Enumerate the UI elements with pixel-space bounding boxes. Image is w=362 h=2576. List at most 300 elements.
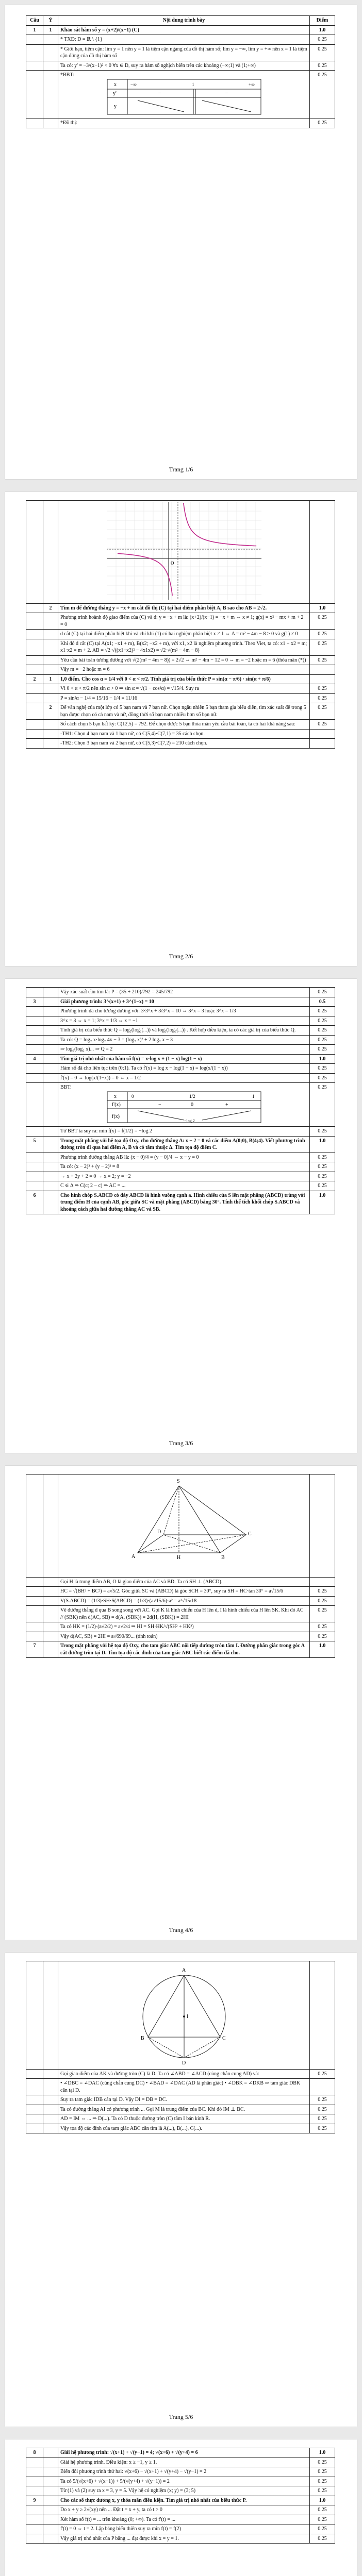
score-cell (310, 674, 335, 684)
score-cell: 0.25 (310, 2534, 335, 2544)
y-cell (43, 35, 58, 45)
score-cell: 0.25 (310, 1026, 335, 1036)
table-row (26, 2505, 335, 2515)
content-cell (58, 1961, 310, 2070)
y-cell (43, 61, 58, 71)
score-cell: 1.0 (310, 1641, 335, 1658)
content-text: Vậy tọa độ các đỉnh của tam giác ABC cần tìm là A(...), B(...), C(...). (60, 2125, 202, 2131)
svg-text:y': y' (112, 90, 117, 96)
score-cell: 0.5 (310, 997, 335, 1007)
content-text: HC = √(BH² + BC²) = a√5/2. Góc giữa SC và (ABCD) là góc SCH = 30°, suy ra SH = HC·tan 30° = a√15/6 (60, 1588, 283, 1594)
content-cell (58, 1045, 310, 1055)
y-cell (43, 1136, 58, 1153)
content-cell (58, 1475, 310, 1578)
score-cell: 0.25 (310, 2114, 335, 2124)
pyramid-figure (107, 1476, 261, 1573)
answer-table (26, 987, 335, 1214)
table-row (26, 118, 335, 128)
cau-cell (26, 639, 43, 655)
page-4 (5, 1466, 357, 1940)
answer-table (26, 2448, 335, 2544)
table-row (26, 1035, 335, 1045)
score-cell: 0.25 (310, 613, 335, 630)
svg-text:B: B (221, 1555, 225, 1561)
cau-cell (26, 1083, 43, 1127)
y-cell (43, 2458, 58, 2467)
content-cell (58, 2524, 310, 2534)
content-text: * Giới hạn, tiệm cận: lim y = 1 nên y = 1 là tiệm cận ngang của đồ thị hàm số; lim y = −∞, lim y = +∞ nên x = 1 là tiệm cận đứng của đồ thị hàm số (60, 46, 307, 59)
content-cell (58, 2458, 310, 2467)
content-text: Vì 0 < α < π/2 nên sin α > 0 ⇒ sin α = √(1 − cos²α) = √15/4. Suy ra (60, 686, 199, 691)
content-cell (58, 1016, 310, 1026)
cau-cell (26, 655, 43, 665)
score-cell: 0.25 (310, 1035, 335, 1045)
score-cell (310, 501, 335, 604)
svg-text:I: I (186, 2014, 188, 2020)
content-text: Ta có: (x − 2)² + (y − 2)² = 8 (60, 1164, 119, 1170)
score-cell: 0.25 (310, 1181, 335, 1191)
table-row (26, 1596, 335, 1606)
content-text: BBT: (60, 1084, 72, 1090)
cau-cell (26, 35, 43, 45)
content-text: Hàm số đã cho liên tục trên (0;1). Ta có f'(x) = log x − log(1 − x) = log(x/(1 − x)) (60, 1065, 228, 1071)
y-cell (43, 1083, 58, 1127)
score-cell: 0.25 (310, 1172, 335, 1181)
content-text: Trong mặt phẳng với hệ tọa độ Oxy, cho tam giác ABC nội tiếp đường tròn tâm I. Đường phân giác trong góc A cắt đường tròn tại D. Tìm tọa độ các đỉnh của tam giác ABC biết các điểm đã cho. (60, 1643, 305, 1656)
header-cell: Câu (26, 16, 43, 26)
svg-text:y: y (113, 103, 117, 109)
cau-cell (26, 2486, 43, 2496)
cau-cell (26, 2458, 43, 2467)
table-row (26, 71, 335, 118)
score-cell: 0.25 (310, 1606, 335, 1622)
y-cell (43, 997, 58, 1007)
svg-text:−log 2: −log 2 (184, 1118, 195, 1123)
content-cell (58, 2124, 310, 2133)
content-text: Tìm m để đường thẳng y = −x + m cắt đồ thị (C) tại hai điểm phân biệt A, B sao cho AB = 2√2. (60, 605, 267, 611)
content-cell (58, 613, 310, 630)
cau-cell (26, 988, 43, 997)
score-cell: 0.25 (310, 35, 335, 45)
y-cell (43, 665, 58, 675)
content-cell (58, 639, 310, 655)
figure-holder (60, 1091, 307, 1126)
content-cell (58, 61, 310, 71)
y-cell (43, 988, 58, 997)
page-3 (5, 979, 357, 1453)
cau-cell (26, 1016, 43, 1026)
content-text: Giải phương trình: 3^(x+1) + 3^(1−x) = 10 (60, 998, 154, 1005)
table-row (26, 1587, 335, 1597)
score-cell: 0.25 (310, 1045, 335, 1055)
y-cell (43, 1054, 58, 1064)
table-row (26, 2095, 335, 2105)
page-footer: Trang 5/6 (169, 2413, 193, 2420)
score-cell: 0.25 (310, 2124, 335, 2133)
content-cell (58, 44, 310, 61)
y-cell (43, 1016, 58, 1026)
score-cell: 0.25 (310, 988, 335, 997)
score-cell: 0.25 (310, 2515, 335, 2524)
content-text: P = sin²α − 1/4 = 15/16 − 1/4 = 11/16 (60, 695, 138, 701)
content-cell (58, 665, 310, 675)
content-cell (58, 2477, 310, 2486)
content-cell (58, 118, 310, 128)
y-cell (43, 739, 58, 749)
cau-cell: 3 (26, 997, 43, 1007)
svg-text:H: H (176, 1555, 180, 1561)
content-cell (58, 2069, 310, 2079)
content-text: AD = IM ⇔ ... ⇒ D(...). Ta có D thuộc đường tròn (C) tâm I bán kính R. (60, 2116, 210, 2122)
table-row (26, 2079, 335, 2095)
score-cell: 0.25 (310, 44, 335, 61)
answer-table (26, 15, 335, 128)
y-cell (43, 1172, 58, 1181)
cau-cell (26, 1162, 43, 1172)
content-cell (58, 655, 310, 665)
table-row (26, 25, 335, 35)
figure-holder (60, 502, 307, 602)
table-row (26, 2114, 335, 2124)
cau-cell: 4 (26, 1054, 43, 1064)
cau-cell (26, 613, 43, 630)
cau-cell: 5 (26, 1136, 43, 1153)
content-cell (58, 1622, 310, 1632)
table-row (26, 997, 335, 1007)
table-row (26, 739, 335, 749)
content-cell (58, 1073, 310, 1083)
cau-cell: 8 (26, 2448, 43, 2458)
score-cell: 0.25 (310, 2477, 335, 2486)
table-row (26, 44, 335, 61)
content-cell (58, 1162, 310, 1172)
content-text: ⇒ log₂(log₂ x)... ⇒ Q = 2 (60, 1046, 113, 1052)
cau-cell: 1 (26, 25, 43, 35)
svg-text:S: S (176, 1479, 180, 1484)
table-row (26, 720, 335, 730)
table-row (26, 1577, 335, 1587)
content-text: Khảo sát hàm số y = (x+2)/(x−1) (C) (60, 27, 139, 33)
table-row (26, 2467, 335, 2477)
cau-cell (26, 2124, 43, 2133)
table-row (26, 665, 335, 675)
table-row (26, 1475, 335, 1578)
y-cell (43, 1577, 58, 1587)
cau-cell (26, 71, 43, 118)
cau-cell (26, 1026, 43, 1036)
score-cell: 0.25 (310, 118, 335, 128)
score-cell: 0.25 (310, 1632, 335, 1641)
score-cell: 1.0 (310, 1191, 335, 1214)
content-text: Xét hàm số f(t) = ... trên khoảng (0; +∞). Ta có f'(t) = ... (60, 2516, 175, 2522)
content-cell (58, 2505, 310, 2515)
page-footer: Trang 3/6 (169, 1439, 193, 1447)
figure-holder (60, 79, 307, 117)
content-cell (58, 2095, 310, 2105)
table-row (26, 693, 335, 703)
table-row (26, 2458, 335, 2467)
svg-text:C: C (248, 1531, 252, 1537)
y-cell (43, 2448, 58, 2458)
table-header-row (26, 16, 335, 26)
content-text: Ta có HK = (1/2)·(a√2/2) = a√2/4 ⇒ HI = SH·HK/√(SH² + HK²) (60, 1624, 194, 1630)
content-text: 1,0 điểm. Cho cos α = 1/4 với 0 < α < π/2. Tính giá trị của biểu thức P = sin(α − π/6) · sin(α + π/6) (60, 676, 271, 682)
score-cell: 0.25 (310, 1073, 335, 1083)
cau-cell (26, 1632, 43, 1641)
svg-text:1: 1 (252, 1093, 254, 1099)
cau-cell (26, 501, 43, 604)
content-text: Gọi H là trung điểm AB, O là giao điểm của AC và BD. Ta có SH ⊥ (ABCD). (60, 1579, 223, 1585)
content-cell (58, 630, 310, 639)
cau-cell: 9 (26, 2496, 43, 2505)
score-cell (310, 739, 335, 749)
score-cell: 0.25 (310, 720, 335, 730)
content-text: Tính giá trị của biểu thức Q = log₂(log₂(...)) và log₂(log₂(...)) . Kết hợp điều kiện, ta có các giá trị của biểu thức Q. (60, 1027, 296, 1033)
score-cell: 0.25 (310, 1083, 335, 1127)
page-6 (5, 2439, 357, 2576)
y-cell (43, 693, 58, 703)
content-cell (58, 1587, 310, 1597)
y-cell (43, 2524, 58, 2534)
y-cell (43, 501, 58, 604)
cau-cell (26, 2079, 43, 2095)
page-5 (5, 1953, 357, 2427)
answer-table (26, 1474, 335, 1658)
y-cell: 1 (43, 25, 58, 35)
score-cell: 0.25 (310, 2458, 335, 2467)
content-text: Vẽ đường thẳng d qua B song song với AC. Gọi K là hình chiếu của H lên d, I là hình chiếu của H lên SK. Khi đó AC // (SBK) nên d(AC, SB) = d(A, (SBK)) = 2d(H, (SBK)) = 2HI (60, 1607, 304, 1620)
content-cell (58, 2515, 310, 2524)
table-row (26, 2477, 335, 2486)
y-cell (43, 2095, 58, 2105)
content-cell (58, 703, 310, 720)
svg-text:f(x): f(x) (111, 1113, 120, 1120)
y-cell (43, 630, 58, 639)
y-cell (43, 1587, 58, 1597)
y-cell (43, 2114, 58, 2124)
content-text: Số cách chọn 5 bạn bất kỳ: C(12,5) = 792. Để chọn được 5 bạn thỏa mãn yêu cầu bài toán, ta có hai khả năng sau: (60, 721, 295, 727)
cau-cell (26, 1577, 43, 1587)
content-cell (58, 2496, 310, 2505)
y-cell (43, 71, 58, 118)
content-text: Phương trình đường thẳng AB là: (x − 0)/4 = (y − 0)/4 ⇔ x − y = 0 (60, 1154, 199, 1160)
content-text: f'(x) = 0 ⇔ log(x/(1−x)) = 0 ⇔ x = 1/2 (60, 1075, 141, 1081)
y-cell: 2 (43, 703, 58, 720)
answer-table (26, 500, 335, 749)
table-row (26, 655, 335, 665)
page-footer: Trang 1/6 (169, 466, 193, 473)
score-cell: 1.0 (310, 2448, 335, 2458)
y-cell (43, 1007, 58, 1016)
content-text: d cắt (C) tại hai điểm phân biệt khi và chỉ khi (1) có hai nghiệm phân biệt x ≠ 1 ⇔ Δ = m² − 4m − 8 > 0 và g(1) ≠ 0 (60, 631, 298, 637)
table-row (26, 1162, 335, 1172)
y-cell (43, 1961, 58, 2070)
content-cell (58, 1596, 310, 1606)
y-cell (43, 2079, 58, 2095)
score-cell: 0.25 (310, 1153, 335, 1162)
table-row (26, 988, 335, 997)
table-row (26, 1641, 335, 1658)
score-cell: 1.0 (310, 25, 335, 35)
y-cell (43, 1596, 58, 1606)
y-cell (43, 720, 58, 730)
table-row (26, 1007, 335, 1016)
cau-cell (26, 1127, 43, 1137)
table-row (26, 1172, 335, 1181)
content-text: f'(t) = 0 ⇔ t = 2. Lập bảng biến thiên suy ra min f(t) = f(2) (60, 2526, 181, 2532)
content-cell (58, 2486, 310, 2496)
content-text: Vậy giá trị nhỏ nhất của P bằng ... đạt được khi x = y = 1. (60, 2535, 179, 2541)
score-cell: 0.25 (310, 2069, 335, 2079)
y-cell (43, 1475, 58, 1578)
content-cell (58, 997, 310, 1007)
content-cell (58, 35, 310, 45)
cau-cell (26, 1073, 43, 1083)
cau-cell (26, 44, 43, 61)
content-cell (58, 1007, 310, 1016)
variation-table-2 (107, 1091, 261, 1123)
table-row (26, 1064, 335, 1074)
content-text: Tìm giá trị nhỏ nhất của hàm số f(x) = x·log x + (1 − x) log(1 − x) (60, 1056, 202, 1062)
table-row (26, 2124, 335, 2133)
content-cell (58, 1083, 310, 1127)
table-row (26, 1606, 335, 1622)
svg-text:f'(x): f'(x) (111, 1101, 121, 1108)
score-cell (310, 729, 335, 739)
content-cell (58, 1026, 310, 1036)
svg-text:A: A (131, 1554, 135, 1560)
svg-text:+∞: +∞ (248, 81, 254, 87)
content-text: Ta có: y' = −3/(x−1)² < 0 ∀x ∈ D, suy ra hàm số nghịch biến trên các khoảng (−∞;1) và (1;+∞) (60, 62, 256, 69)
content-text: -TH1: Chọn 4 bạn nam và 1 bạn nữ, có C(5,4)·C(7,1) = 35 cách chọn. (60, 731, 205, 737)
content-cell (58, 1127, 310, 1137)
score-cell: 0.25 (310, 1622, 335, 1632)
table-row (26, 1026, 335, 1036)
table-row (26, 1054, 335, 1064)
page-1 (5, 5, 357, 479)
content-text: 3^x = 3 ⇔ x = 1; 3^x = 1/3 ⇔ x = −1 (60, 1018, 138, 1024)
content-text: Gọi giao điểm của AK và đường tròn (C) là D. Ta có ∠ABD = ∠ACD (cùng chắn cung AD) và: (60, 2071, 259, 2077)
table-row (26, 1016, 335, 1026)
content-cell (58, 1606, 310, 1622)
cau-cell: 2 (26, 674, 43, 684)
table-row (26, 1073, 335, 1083)
cau-cell: 7 (26, 1641, 43, 1658)
svg-text:−: − (225, 90, 228, 96)
content-cell (58, 1136, 310, 1153)
score-cell: 0.25 (310, 693, 335, 703)
content-cell (58, 739, 310, 749)
score-cell: 0.25 (310, 1007, 335, 1016)
cau-cell (26, 2524, 43, 2534)
cau-cell (26, 61, 43, 71)
score-cell: 0.25 (310, 630, 335, 639)
y-cell: 1 (43, 674, 58, 684)
y-cell (43, 1191, 58, 1214)
y-cell (43, 118, 58, 128)
content-cell (58, 2105, 310, 2114)
y-cell (43, 1641, 58, 1658)
y-cell (43, 2477, 58, 2486)
content-text: *BBT: (60, 72, 74, 78)
content-cell (58, 2534, 310, 2544)
y-cell (43, 1073, 58, 1083)
table-row (26, 630, 335, 639)
cau-cell (26, 729, 43, 739)
content-cell (58, 674, 310, 684)
table-row (26, 1961, 335, 2070)
score-cell: 0.25 (310, 1596, 335, 1606)
cau-cell (26, 603, 43, 613)
content-text: Do x + y ≥ 2√(xy) nên ... Đặt t = x + y, ta có t > 0 (60, 2507, 162, 2513)
y-cell (43, 1622, 58, 1632)
cau-cell (26, 630, 43, 639)
svg-text:D: D (157, 1529, 161, 1535)
score-cell: 0.25 (310, 684, 335, 694)
content-cell (58, 2114, 310, 2124)
table-row (26, 35, 335, 45)
content-text: Suy ra tam giác IDB cân tại D. Vậy DI = DB = DC. (60, 2097, 167, 2103)
cau-cell (26, 1045, 43, 1055)
svg-text:+: + (225, 1101, 228, 1108)
content-cell (58, 71, 310, 118)
content-text: Giải hệ phương trình: √(x+1) + √(y−1) = 4; √(x+6) + √(y+4) = 6 (60, 2450, 198, 2455)
cau-cell (26, 1181, 43, 1191)
table-row (26, 2105, 335, 2114)
cau-cell (26, 703, 43, 720)
cau-cell (26, 2534, 43, 2544)
score-cell: 1.0 (310, 2496, 335, 2505)
content-text: Ta có đường thẳng AI có phương trình ... Gọi M là trung điểm của BC. Khi đó IM ⊥ BC. (60, 2106, 245, 2112)
table-row (26, 1045, 335, 1055)
cau-cell (26, 739, 43, 749)
content-text: Ta có 5/(√(x+6) + √(x+1)) + 5/(√(y+4) + √(y−1)) = 2 (60, 2478, 170, 2484)
content-cell (58, 1181, 310, 1191)
svg-text:x: x (113, 1093, 117, 1099)
table-row (26, 1191, 335, 1214)
header-cell: Điểm (310, 16, 335, 26)
cau-cell: 6 (26, 1191, 43, 1214)
score-cell: 1.0 (310, 1054, 335, 1064)
content-cell (58, 25, 310, 35)
content-text: → x + 2y + 2 = 0 → x = 2; y = −2 (60, 1173, 131, 1179)
y-cell: 2 (43, 603, 58, 613)
answer-table (26, 1961, 335, 2133)
content-cell (58, 1153, 310, 1162)
y-cell (43, 1035, 58, 1045)
figure-holder (60, 1476, 307, 1576)
content-text: * TXĐ: D = ℝ \ {1} (60, 37, 103, 42)
table-row (26, 674, 335, 684)
content-cell (58, 1172, 310, 1181)
content-text: Ta có: Q = log₂ x·log₂ 4x − 3 = (log₂ x)² + 2 log₂ x − 3 (60, 1037, 173, 1043)
content-cell (58, 603, 310, 613)
figure-holder (60, 1962, 307, 2068)
cau-cell (26, 2515, 43, 2524)
content-text: Cho các số thực dương x, y thỏa mãn điều kiện. Tìm giá trị nhỏ nhất của biểu thức P. (60, 2497, 247, 2503)
score-cell (310, 2079, 335, 2095)
score-cell: 0.25 (310, 2524, 335, 2534)
score-cell: 0.25 (310, 1587, 335, 1597)
svg-text:D: D (182, 2060, 186, 2065)
table-row (26, 603, 335, 613)
content-cell (58, 1191, 310, 1214)
function-graph (107, 502, 261, 600)
cau-cell (26, 1961, 43, 2070)
svg-text:0: 0 (131, 1093, 134, 1099)
cau-cell (26, 1153, 43, 1162)
table-row (26, 613, 335, 630)
